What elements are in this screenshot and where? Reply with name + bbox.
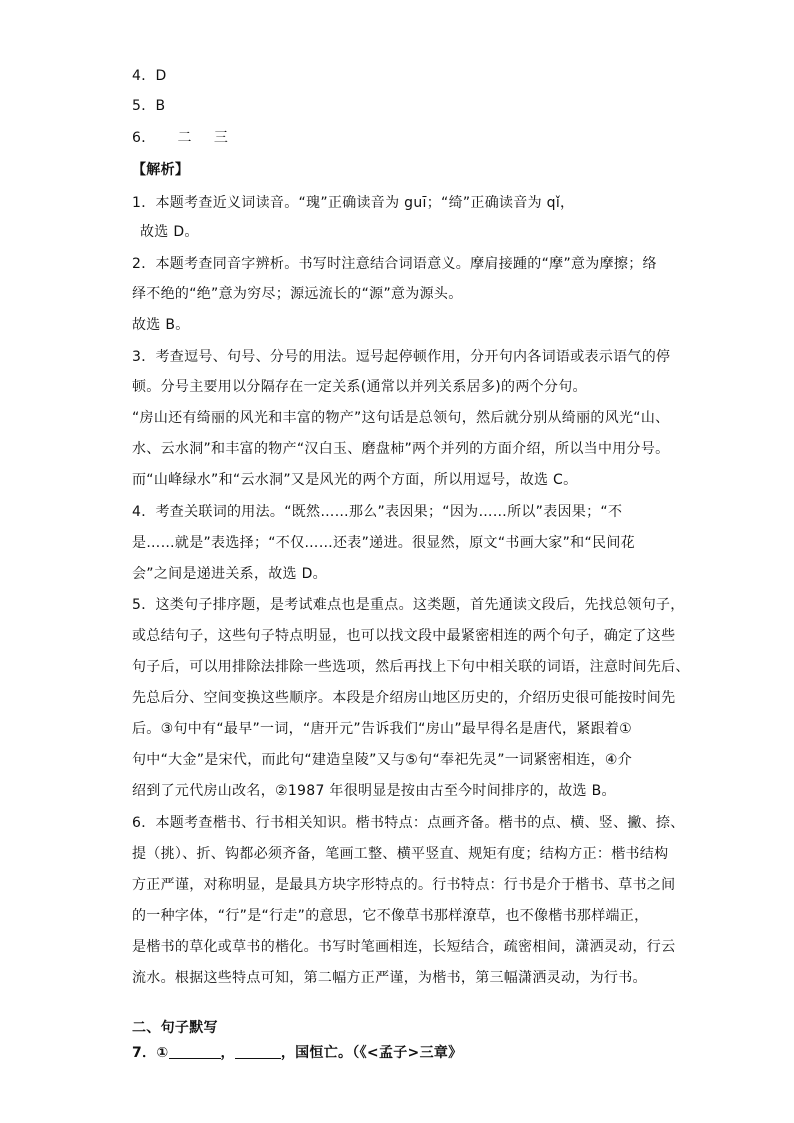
explanation-6-line-4: 的一种字体，“行”是“行走”的意思，它不像草书那样潦草，也不像楷书那样端正， <box>132 908 649 924</box>
explanation-6-line-1: 6．本题考查楷书、行书相关知识。楷书特点：点画齐备。楷书的点、横、竖、撇、捺、 <box>132 815 685 831</box>
explanation-2-line-2: 绎不绝的“绝”意为穷尽；源远流长的“源”意为源头。 <box>132 286 463 302</box>
explanation-2-line-1: 2．本题考查同音字辨析。书写时注意结合词语意义。摩肩接踵的“摩”意为摩擦；络 <box>132 256 657 272</box>
answer-5: 5．B <box>132 98 166 114</box>
explanation-4-line-2: 是……就是”表选择；“不仅……还表”递进。很显然，原文“书画大家”和“民间花 <box>132 535 635 551</box>
explanation-5-line-4: 先总后分、空间变换这些顺序。本段是介绍房山地区历史的，介绍历史很可能按时间先 <box>132 690 676 706</box>
answer-6-value-2: 三 <box>213 130 229 146</box>
explanation-2-line-3: 故选 B。 <box>132 317 190 333</box>
question-7-suffix: ，国恒亡。（《<孟子>三章》 <box>280 1045 463 1061</box>
question-7-separator: ， <box>220 1045 235 1061</box>
explanation-3-line-4: 水、云水洞”和丰富的物产“汉白玉、磨盘柿”两个并列的方面介绍，所以当中用分号。 <box>132 441 670 457</box>
section-2-heading: 二、句子默写 <box>132 1020 218 1036</box>
explanation-1-line-2: 故选 D。 <box>140 224 199 240</box>
question-7 <box>132 1043 462 1063</box>
answer-6-number: 6． <box>132 130 156 146</box>
explanation-4-line-3: 会”之间是递进关系，故选 D。 <box>132 566 327 582</box>
explanation-3-line-1: 3．考查逗号、句号、分号的用法。逗号起停顿作用，分开句内各词语或表示语气的停 <box>132 349 671 365</box>
explanation-5-line-7: 绍到了元代房山改名，②1987 年很明显是按由古至今时间排序的，故选 B。 <box>132 783 616 799</box>
explanation-1-line-1: 1．本题考查近义词读音。“瑰”正确读音为 guī；“绮”正确读音为 qǐ， <box>132 195 575 211</box>
explanation-5-line-1: 5．这类句子排序题，是考试难点也是重点。这类题，首先通读文段后，先找总领句子， <box>132 597 685 613</box>
explanation-4-line-1: 4．考查关联词的用法。“既然……那么”表因果；“因为……所以”表因果；“不 <box>132 504 623 520</box>
answer-6 <box>132 128 228 148</box>
question-7-prefix: 7．① <box>132 1045 169 1061</box>
analysis-heading: 【解析】 <box>132 162 190 178</box>
fill-blank-2[interactable] <box>235 1044 281 1059</box>
explanation-6-line-6: 流水。根据这些特点可知，第二幅方正严谨，为楷书，第三幅潇洒灵动，为行书。 <box>132 970 647 986</box>
explanation-3-line-3: “房山还有绮丽的风光和丰富的物产”这句话是总领句，然后就分别从绮丽的风光“山、 <box>132 410 670 426</box>
explanation-6-line-2: 提（挑）、折、钩都必须齐备，笔画工整、横平竖直、规矩有度；结构方正：楷书结构 <box>132 846 669 862</box>
explanation-3-line-2: 顿。分号主要用以分隔存在一定关系(通常以并列关系居多)的两个分句。 <box>132 379 587 395</box>
answer-4: 4．D <box>132 68 167 84</box>
answer-6-value-1: 二 <box>177 130 192 146</box>
explanation-3-line-5: 而“山峰绿水”和“云水洞”又是风光的两个方面，所以用逗号，故选 C。 <box>132 472 578 488</box>
explanation-5-line-3: 句子后，可以用排除法排除一些选项，然后再找上下句中相关联的词语，注意时间先后、 <box>132 659 690 675</box>
fill-blank-1[interactable] <box>169 1044 221 1059</box>
explanation-5-line-5: 后。③句中有“最早”一词，“唐开元”告诉我们“房山”最早得名是唐代，紧跟着① <box>132 721 633 737</box>
explanation-5-line-2: 或总结句子，这些句子特点明显，也可以找文段中最紧密相连的两个句子，确定了这些 <box>132 628 676 644</box>
explanation-5-line-6: 句中“大金”是宋代，而此句“建造皇陵”又与⑤句“奉祀先灵”一词紧密相连，④介 <box>132 752 633 768</box>
explanation-6-line-3: 方正严谨，对称明显，是最具方块字形特点的。行书特点：行书是介于楷书、草书之间 <box>132 877 676 893</box>
explanation-6-line-5: 是楷书的草化或草书的楷化。书写时笔画相连，长短结合，疏密相间，潇洒灵动，行云 <box>132 939 676 955</box>
